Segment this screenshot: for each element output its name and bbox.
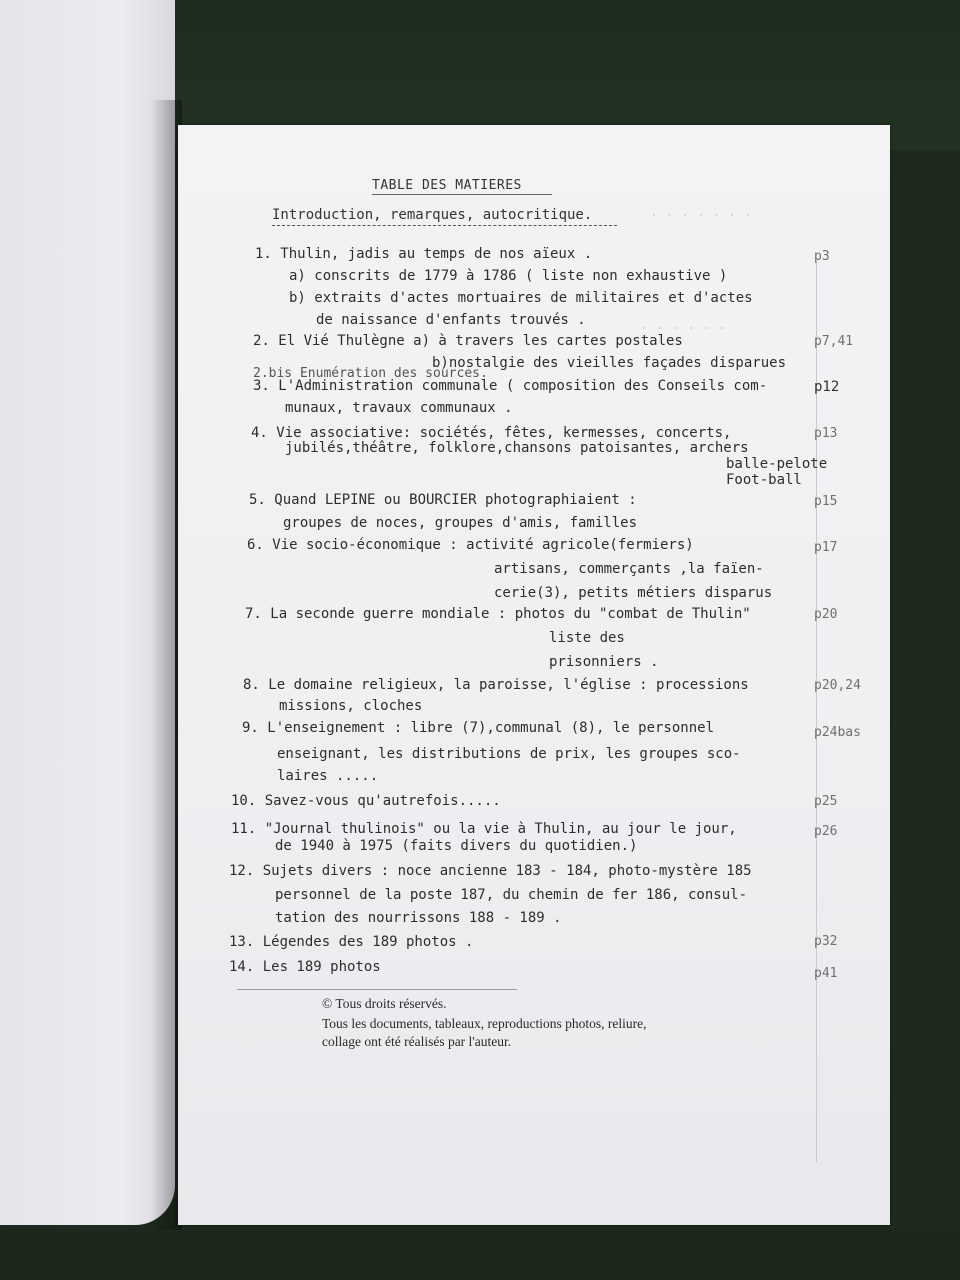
dark-background-bottom xyxy=(0,1230,960,1280)
page-ref-13: p32 xyxy=(814,934,838,949)
toc-entry-1: 1. Thulin, jadis au temps de nos aïeux . xyxy=(255,246,593,262)
page-ref-10: p25 xyxy=(814,794,838,809)
toc-entry-10: 10. Savez-vous qu'autrefois..... xyxy=(231,793,501,809)
toc-entry-14: 14. Les 189 photos xyxy=(229,959,381,975)
show-through-text: . . . . . . . xyxy=(650,205,752,220)
toc-entry-6-line: artisans, commerçants ,la faïen- xyxy=(494,561,764,577)
toc-entry-3: 3. L'Administration communale ( composition des Conseils com- xyxy=(253,378,768,394)
toc-entry-6-line: cerie(3), petits métiers disparus xyxy=(494,585,773,601)
page-ref-7: p20 xyxy=(814,607,838,622)
page-ref-4: p13 xyxy=(814,426,838,441)
toc-entry-13: 13. Légendes des 189 photos . xyxy=(229,934,474,950)
toc-entry-2bis: 2.bis Enumération des sources. xyxy=(253,366,488,381)
toc-entry-1-line: de naissance d'enfants trouvés . xyxy=(316,312,586,328)
toc-entry-11: 11. "Journal thulinois" ou la vie à Thulin, au jour le jour, xyxy=(231,821,737,837)
toc-entry-7: 7. La seconde guerre mondiale : photos du "combat de Thulin" xyxy=(245,606,751,622)
toc-entry-7-line: prisonniers . xyxy=(549,654,659,670)
toc-entry-6: 6. Vie socio-économique : activité agricole(fermiers) xyxy=(247,537,694,553)
page-column-rule xyxy=(816,262,817,1162)
page-subtitle: Introduction, remarques, autocritique. xyxy=(272,207,593,223)
toc-entry-4-line: Foot-ball xyxy=(726,472,802,488)
show-through-text: . . . . . . xyxy=(640,318,727,333)
page-ref-1: p3 xyxy=(814,249,830,264)
toc-entry-12: 12. Sujets divers : noce ancienne 183 - 184, photo-mystère 185 xyxy=(229,863,752,879)
toc-entry-4-line: jubilés,théâtre, folklore,chansons patoisantes, archers xyxy=(285,440,749,456)
toc-entry-9-line: enseignant, les distributions de prix, les groupes sco- xyxy=(277,746,741,762)
toc-entry-11-line: de 1940 à 1975 (faits divers du quotidien.) xyxy=(275,838,638,854)
page-ref-6: p17 xyxy=(814,540,838,555)
toc-entry-4: 4. Vie associative: sociétés, fêtes, kermesses, concerts, xyxy=(251,425,732,441)
toc-entry-3-line: munaux, travaux communaux . xyxy=(285,400,513,416)
footnote-line: collage ont été réalisés par l'auteur. xyxy=(322,1034,512,1049)
toc-entry-12-line: tation des nourrissons 188 - 189 . xyxy=(275,910,562,926)
left-book-page xyxy=(0,0,175,1225)
toc-entry-5-line: groupes de noces, groupes d'amis, familles xyxy=(283,515,638,531)
subtitle-underline xyxy=(272,225,617,226)
toc-entry-8-line: missions, cloches xyxy=(279,698,423,714)
page-ref-9: p24bas xyxy=(814,725,861,740)
page-ref-3: p12 xyxy=(814,379,840,395)
page-ref-8: p20,24 xyxy=(814,678,861,693)
page-ref-14: p41 xyxy=(814,966,838,981)
copyright-line: © Tous droits réservés. xyxy=(322,996,447,1011)
page-ref-5: p15 xyxy=(814,494,838,509)
toc-entry-9: 9. L'enseignement : libre (7),communal (8), le personnel xyxy=(242,720,715,736)
title-underline xyxy=(372,194,552,195)
toc-entry-2-line: b)nostalgie des vieilles façades disparues xyxy=(432,355,787,371)
footnote-line: Tous les documents, tableaux, reproductions photos, reliure, xyxy=(322,1016,647,1031)
toc-entry-1-line: b) extraits d'actes mortuaires de militaires et d'actes xyxy=(289,290,753,306)
page-ref-11: p26 xyxy=(814,824,838,839)
toc-entry-9-line: laires ..... xyxy=(277,768,379,784)
toc-entry-1-line: a) conscrits de 1779 à 1786 ( liste non exhaustive ) xyxy=(289,268,728,284)
footnote-separator xyxy=(237,989,517,990)
toc-entry-4-line: balle-pelote xyxy=(726,456,828,472)
toc-entry-12-line: personnel de la poste 187, du chemin de fer 186, consul- xyxy=(275,887,748,903)
page-ref-2: p7,41 xyxy=(814,334,854,349)
toc-entry-5: 5. Quand LEPINE ou BOURCIER photographiaient : xyxy=(249,492,637,508)
toc-entry-8: 8. Le domaine religieux, la paroisse, l'église : processions xyxy=(243,677,749,693)
page-title: TABLE DES MATIERES xyxy=(372,178,522,193)
toc-entry-2: 2. El Vié Thulègne a) à travers les cartes postales xyxy=(253,333,683,349)
toc-entry-7-line: liste des xyxy=(549,630,625,646)
